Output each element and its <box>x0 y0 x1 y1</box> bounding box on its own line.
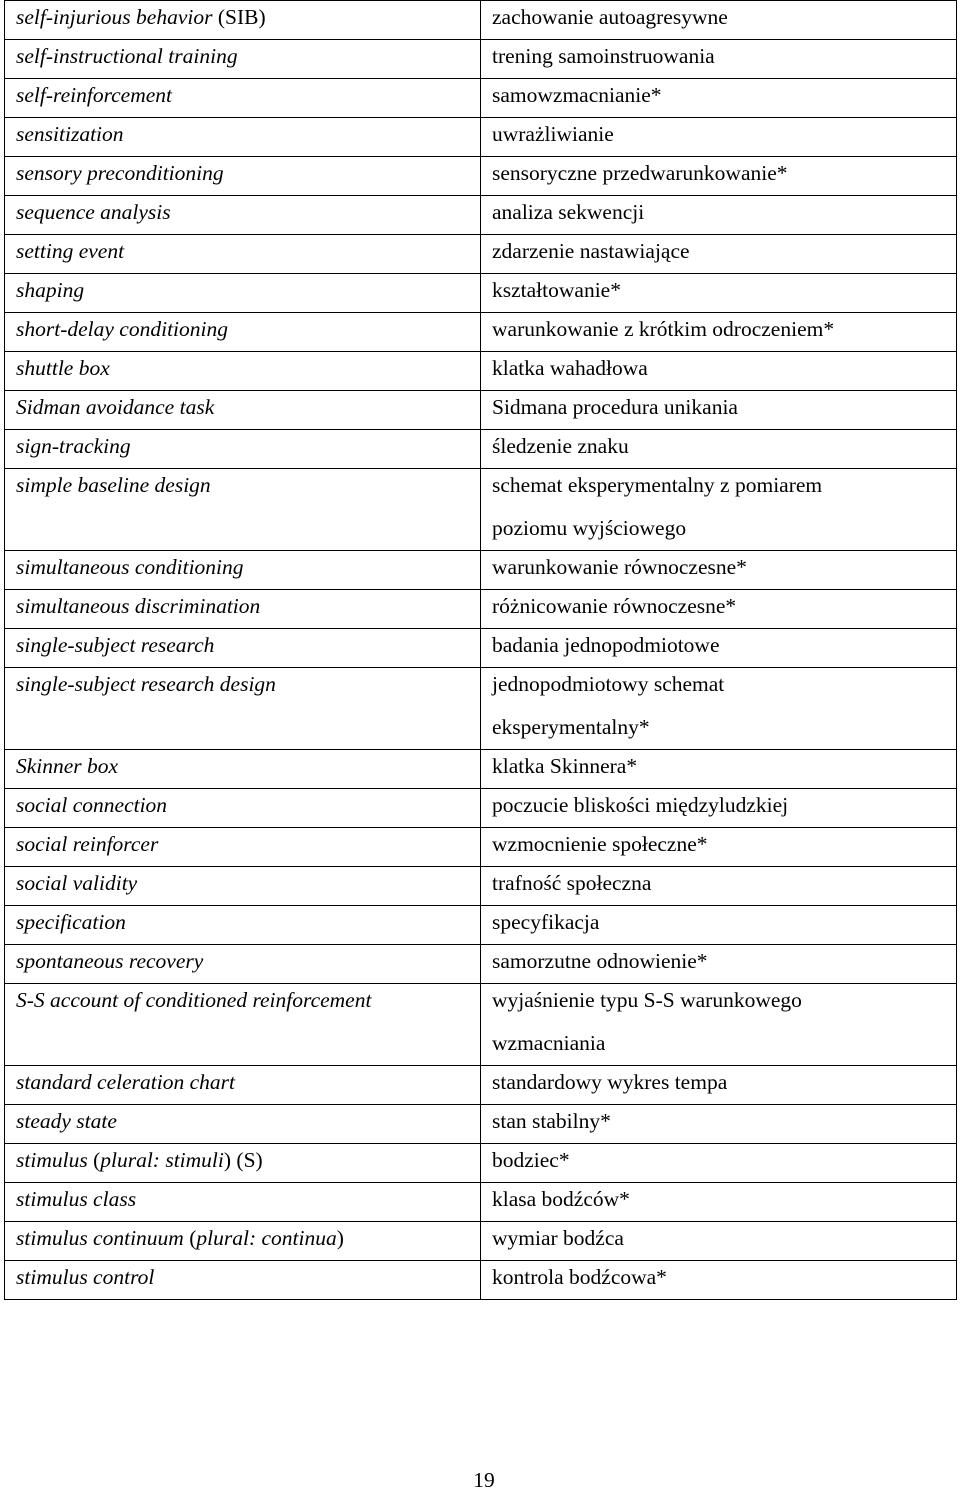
table-row <box>5 1222 957 1261</box>
translation-cell: zachowanie autoagresywne <box>481 1 957 40</box>
term-cell <box>5 1222 481 1261</box>
translation-line-2: eksperymentalny* <box>492 715 650 739</box>
translation-cell: wymiar bodźca <box>481 1222 957 1261</box>
term-text: stimulus continuum <box>16 1226 190 1250</box>
term-cell: steady state <box>5 1105 481 1144</box>
table-row <box>5 352 957 391</box>
translation-cell <box>481 668 957 750</box>
table-row <box>5 1 957 40</box>
table-row <box>5 828 957 867</box>
term-cell: S-S account of conditioned reinforcement <box>5 984 481 1066</box>
table-row <box>5 750 957 789</box>
term-cell: sequence analysis <box>5 196 481 235</box>
table-row <box>5 1105 957 1144</box>
table-row <box>5 551 957 590</box>
translation-line-2: wzmacniania <box>492 1031 606 1055</box>
table-row <box>5 1183 957 1222</box>
table-row <box>5 945 957 984</box>
table-row <box>5 789 957 828</box>
term-cell: spontaneous recovery <box>5 945 481 984</box>
term-cell: self-instructional training <box>5 40 481 79</box>
term-cell: short-delay conditioning <box>5 313 481 352</box>
term-text: self-injurious behavior <box>16 5 218 29</box>
term-cell: specification <box>5 906 481 945</box>
table-row <box>5 469 957 551</box>
term-cell: shaping <box>5 274 481 313</box>
term-cell: shuttle box <box>5 352 481 391</box>
translation-cell: stan stabilny* <box>481 1105 957 1144</box>
term-abbreviation: (SIB) <box>217 5 266 29</box>
translation-cell: Sidmana procedura unikania <box>481 391 957 430</box>
translation-cell <box>481 984 957 1066</box>
term-cell: standard celeration chart <box>5 1066 481 1105</box>
translation-cell: samorzutne odnowienie* <box>481 945 957 984</box>
table-row <box>5 274 957 313</box>
translation-cell: analiza sekwencji <box>481 196 957 235</box>
term-cell: Skinner box <box>5 750 481 789</box>
translation-cell: warunkowanie z krótkim odroczeniem* <box>481 313 957 352</box>
term-plural-note: plural: stimuli <box>100 1148 224 1172</box>
table-row <box>5 1144 957 1183</box>
term-paren-close: ) (S) <box>223 1148 263 1172</box>
glossary-table <box>4 0 957 1300</box>
table-row <box>5 984 957 1066</box>
term-cell: stimulus control <box>5 1261 481 1300</box>
term-cell: social validity <box>5 867 481 906</box>
translation-cell: trafność społeczna <box>481 867 957 906</box>
table-row <box>5 867 957 906</box>
translation-cell: warunkowanie równoczesne* <box>481 551 957 590</box>
term-paren-open: ( <box>189 1226 197 1250</box>
table-row <box>5 668 957 750</box>
translation-line-1: wyjaśnienie typu S-S warunkowego <box>492 988 802 1012</box>
table-row <box>5 118 957 157</box>
page-number: 19 <box>473 1468 495 1492</box>
table-row <box>5 629 957 668</box>
translation-cell: trening samoinstruowania <box>481 40 957 79</box>
table-row <box>5 235 957 274</box>
term-cell: sign-tracking <box>5 430 481 469</box>
term-cell: sensitization <box>5 118 481 157</box>
translation-cell: różnicowanie równoczesne* <box>481 590 957 629</box>
table-row <box>5 157 957 196</box>
term-cell: single-subject research <box>5 629 481 668</box>
translation-cell: kontrola bodźcowa* <box>481 1261 957 1300</box>
table-row <box>5 1066 957 1105</box>
translation-line-1: schemat eksperymentalny z pomiarem <box>492 473 823 497</box>
translation-cell: sensoryczne przedwarunkowanie* <box>481 157 957 196</box>
translation-cell: samowzmacnianie* <box>481 79 957 118</box>
term-cell: simultaneous conditioning <box>5 551 481 590</box>
translation-cell: klasa bodźców* <box>481 1183 957 1222</box>
term-cell <box>5 1 481 40</box>
translation-cell: standardowy wykres tempa <box>481 1066 957 1105</box>
translation-cell <box>481 469 957 551</box>
translation-cell: badania jednopodmiotowe <box>481 629 957 668</box>
term-cell: simple baseline design <box>5 469 481 551</box>
table-row <box>5 196 957 235</box>
table-row <box>5 79 957 118</box>
term-paren-close: ) <box>336 1226 344 1250</box>
translation-cell: klatka wahadłowa <box>481 352 957 391</box>
translation-cell: poczucie bliskości międzyludzkiej <box>481 789 957 828</box>
term-text: stimulus <box>16 1148 94 1172</box>
translation-cell: śledzenie znaku <box>481 430 957 469</box>
table-row <box>5 40 957 79</box>
table-row <box>5 391 957 430</box>
term-cell <box>5 1144 481 1183</box>
translation-cell: specyfikacja <box>481 906 957 945</box>
translation-line-2: poziomu wyjściowego <box>492 516 687 540</box>
term-cell: stimulus class <box>5 1183 481 1222</box>
table-row <box>5 906 957 945</box>
table-row <box>5 590 957 629</box>
translation-cell: zdarzenie nastawiające <box>481 235 957 274</box>
translation-line-1: jednopodmiotowy schemat <box>492 672 725 696</box>
table-row <box>5 313 957 352</box>
term-paren-open: ( <box>93 1148 101 1172</box>
term-plural-note: plural: continua <box>196 1226 337 1250</box>
term-cell: social reinforcer <box>5 828 481 867</box>
translation-cell: klatka Skinnera* <box>481 750 957 789</box>
translation-cell: uwrażliwianie <box>481 118 957 157</box>
term-cell: simultaneous discrimination <box>5 590 481 629</box>
term-cell: self-reinforcement <box>5 79 481 118</box>
table-row <box>5 1261 957 1300</box>
translation-cell: kształtowanie* <box>481 274 957 313</box>
term-cell: single-subject research design <box>5 668 481 750</box>
translation-cell: wzmocnienie społeczne* <box>481 828 957 867</box>
table-row <box>5 430 957 469</box>
translation-cell: bodziec* <box>481 1144 957 1183</box>
term-cell: Sidman avoidance task <box>5 391 481 430</box>
term-cell: sensory preconditioning <box>5 157 481 196</box>
term-cell: social connection <box>5 789 481 828</box>
term-cell: setting event <box>5 235 481 274</box>
